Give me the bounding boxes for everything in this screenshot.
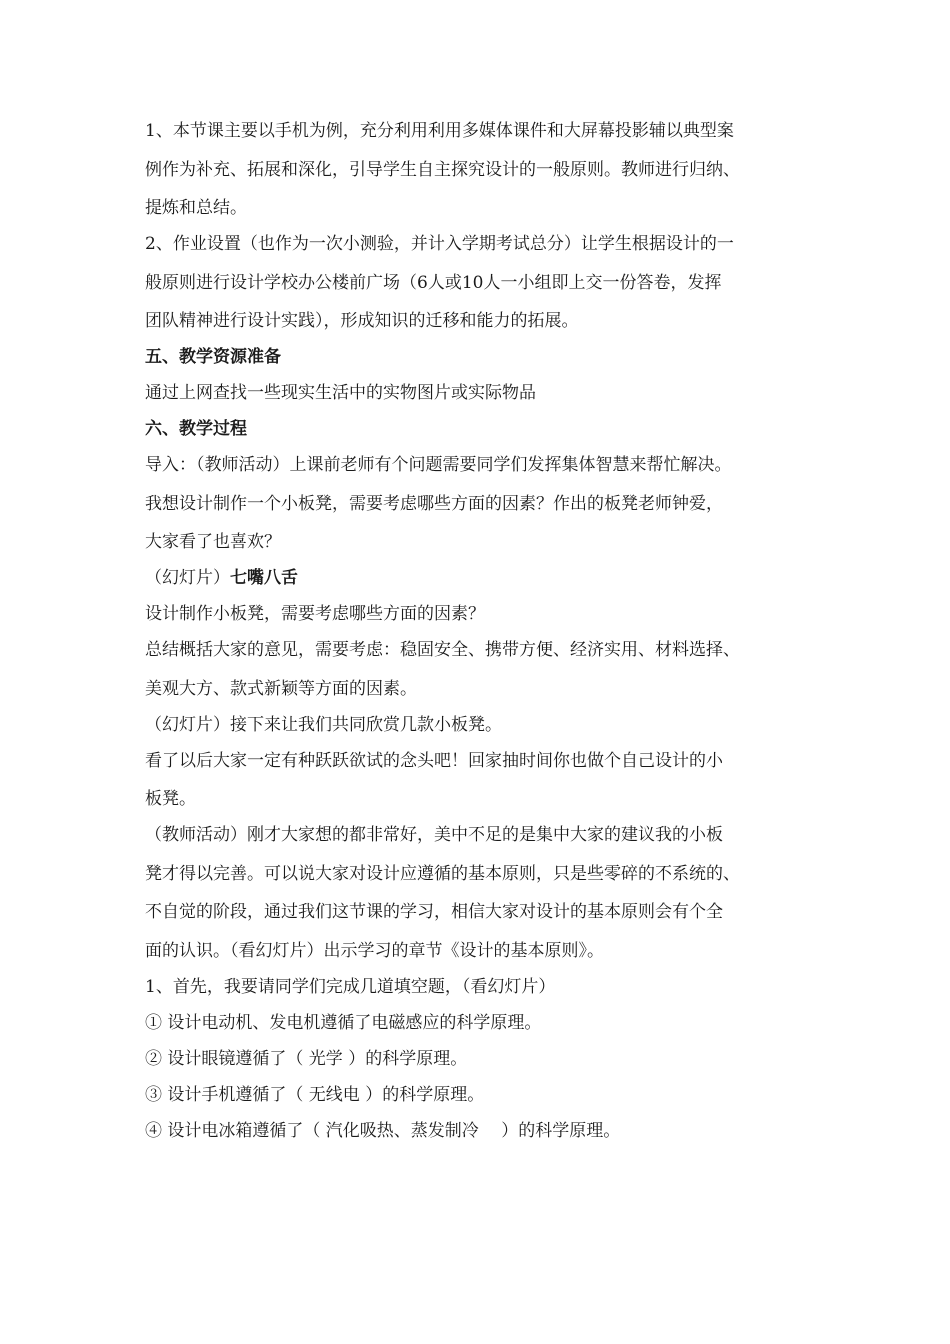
slide-title-line xyxy=(145,565,815,592)
paragraph-line: 凳才得以完善。可以说大家对设计应遵循的基本原则，只是些零碎的不系统的、 xyxy=(145,863,740,884)
slide-title: 七嘴八舌 xyxy=(230,568,298,588)
paragraph-line: 提炼和总结。 xyxy=(145,198,247,218)
paragraph-line: 总结概括大家的意见，需要考虑：稳固安全、携带方便、经济实用、材料选择、 xyxy=(145,640,740,660)
paragraph-line: 团队精神进行设计实践），形成知识的迁移和能力的拓展。 xyxy=(145,311,579,331)
paragraph-line: 设计制作小板凳，需要考虑哪些方面的因素？ xyxy=(145,604,485,624)
slide-label: （幻灯片） xyxy=(145,568,230,588)
paragraph-line: 大家看了也喜欢？ xyxy=(145,532,281,552)
paragraph-line: （教师活动）刚才大家想的都非常好，美中不足的是集中大家的建议我的小板 xyxy=(145,825,723,845)
list-item: ② 设计眼镜遵循了（ 光学 ）的科学原理。 xyxy=(145,1048,468,1069)
paragraph-line: 我想设计制作一个小板凳，需要考虑哪些方面的因素？作出的板凳老师钟爱， xyxy=(145,493,723,514)
paragraph-line: 导入：（教师活动）上课前老师有个问题需要同学们发挥集体智慧来帮忙解决。 xyxy=(145,455,732,475)
paragraph-line: 不自觉的阶段，通过我们这节课的学习，相信大家对设计的基本原则会有个全 xyxy=(145,902,723,922)
list-item: ① 设计电动机、发电机遵循了电磁感应的科学原理。 xyxy=(145,1012,542,1033)
section-heading: 五、教学资源准备 xyxy=(145,347,281,367)
paragraph-line: 1、首先，我要请同学们完成几道填空题，（看幻灯片） xyxy=(145,976,556,997)
paragraph-line: 2、作业设置（也作为一次小测验，并计入学期考试总分）让学生根据设计的一 xyxy=(145,234,734,254)
paragraph-line: 面的认识。（看幻灯片）出示学习的章节《设计的基本原则》。 xyxy=(145,940,604,961)
paragraph-line: 看了以后大家一定有种跃跃欲试的念头吧！回家抽时间你也做个自己设计的小 xyxy=(145,750,723,771)
paragraph-line: （幻灯片）接下来让我们共同欣赏几款小板凳。 xyxy=(145,714,502,735)
paragraph-line: 通过上网查找一些现实生活中的实物图片或实际物品 xyxy=(145,383,536,403)
paragraph-line: 美观大方、款式新颖等方面的因素。 xyxy=(145,678,417,699)
section-heading: 六、教学过程 xyxy=(145,419,247,439)
list-item: ③ 设计手机遵循了（ 无线电 ）的科学原理。 xyxy=(145,1084,485,1105)
paragraph-line: 般原则进行设计学校办公楼前广场（6人或10人一小组即上交一份答卷，发挥 xyxy=(145,272,722,293)
paragraph-line: 1、本节课主要以手机为例，充分利用利用多媒体课件和大屏幕投影辅以典型案 xyxy=(145,121,734,141)
list-item: ④ 设计电冰箱遵循了（ 汽化吸热、蒸发制冷 ）的科学原理。 xyxy=(145,1120,621,1141)
paragraph-line: 例作为补充、拓展和深化，引导学生自主探究设计的一般原则。教师进行归纳、 xyxy=(145,159,740,180)
document-page xyxy=(145,118,815,1154)
paragraph-line: 板凳。 xyxy=(145,789,196,809)
